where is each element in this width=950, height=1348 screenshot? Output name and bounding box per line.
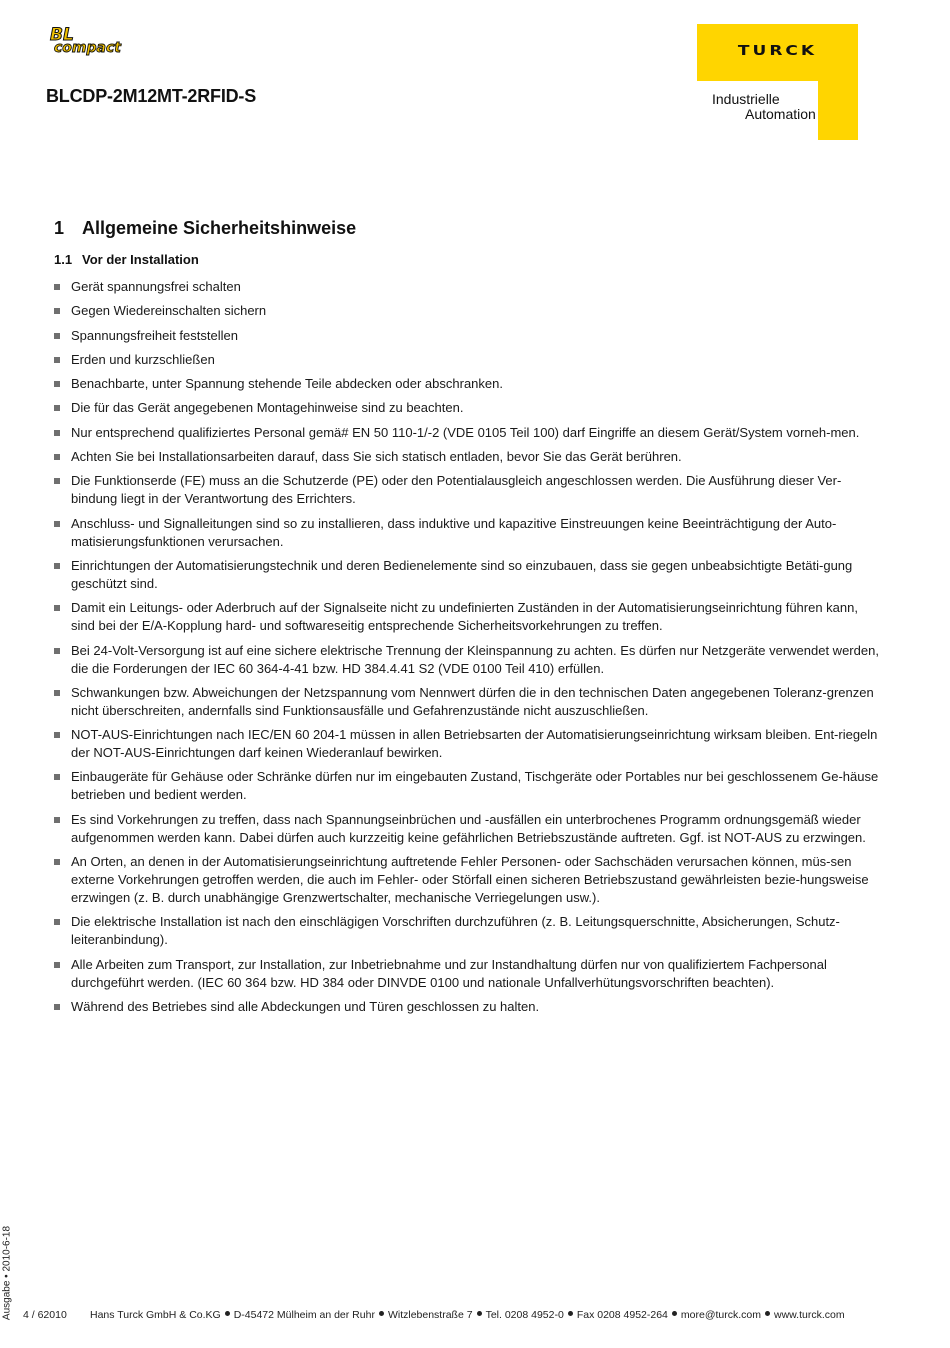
square-bullet-icon xyxy=(54,563,60,569)
bl-logo-line1: BL xyxy=(50,25,74,45)
separator-dot-icon xyxy=(379,1311,384,1316)
square-bullet-icon xyxy=(54,284,60,290)
list-item-text: An Orten, an denen in der Automatisierungseinrichtung auftretende Fehler Personen- oder Sachschäden verursachen können, müs-sen externe Vorkehrungen getroffen werden, die auch im Fehler- oder Störfall einen sicheren Betriebszustand gewährleisten bezie-hungsweise erzwingen (z. B. durch unabhängige Grenzwertschalter, mechanische Verriegelungen usw.). xyxy=(71,854,869,906)
subsection-number: 1.1 xyxy=(54,252,73,267)
page-number: 4 / 62010 xyxy=(23,1309,67,1321)
list-item xyxy=(54,399,884,417)
list-item xyxy=(54,351,884,369)
list-item xyxy=(54,375,884,393)
square-bullet-icon xyxy=(54,405,60,411)
separator-dot-icon xyxy=(477,1311,482,1316)
square-bullet-icon xyxy=(54,381,60,387)
bl-logo-line2: compact xyxy=(54,40,121,56)
list-item xyxy=(54,811,884,847)
list-item xyxy=(54,302,884,320)
list-item-text: Die elektrische Installation ist nach den einschlägigen Vorschriften durchzuführen (z. B. Leitungsquerschnitte, Absicherungen, Schutz-leiteranbindung). xyxy=(71,914,840,948)
list-item-text: Die für das Gerät angegebenen Montagehinweise sind zu beachten. xyxy=(71,400,464,416)
square-bullet-icon xyxy=(54,774,60,780)
list-item-text: Anschluss- und Signalleitungen sind so zu installieren, dass induktive und kapazitive Einstreuungen keine Beeinträchtigung der Auto-matisierungsfunktionen verursachen. xyxy=(71,515,837,549)
list-item-text: Achten Sie bei Installationsarbeiten darauf, dass Sie sich statisch entladen, bevor Sie das Gerät berühren. xyxy=(71,449,682,465)
list-item xyxy=(54,278,884,296)
section-heading xyxy=(54,218,356,239)
list-item xyxy=(54,768,884,804)
email-address: more@turck.com xyxy=(680,1309,761,1321)
list-item xyxy=(54,956,884,992)
footer-address xyxy=(90,1309,845,1321)
list-item-text: Benachbarte, unter Spannung stehende Teile abdecken oder abschranken. xyxy=(71,376,503,392)
square-bullet-icon xyxy=(54,648,60,654)
square-bullet-icon xyxy=(54,521,60,527)
list-item xyxy=(54,472,884,508)
square-bullet-icon xyxy=(54,962,60,968)
list-item-text: NOT-AUS-Einrichtungen nach IEC/EN 60 204-1 müssen in allen Betriebsarten der Automatisierungseinrichtung wirksam bleiben. Ent-riegeln der NOT-AUS-Einrichtungen darf keinen Wiederanlauf bewirken. xyxy=(71,727,878,761)
list-item-text: Nur entsprechend qualifiziertes Personal gemä# EN 50 110-1/-2 (VDE 0105 Teil 100) darf Eingriffe an diesem Gerät/System vorneh-men. xyxy=(71,424,860,440)
phone-number: Tel. 0208 4952-0 xyxy=(485,1309,564,1321)
square-bullet-icon xyxy=(54,817,60,823)
list-item xyxy=(54,327,884,345)
list-item-text: Während des Betriebes sind alle Abdeckungen und Türen geschlossen zu halten. xyxy=(71,998,540,1014)
section-number: 1 xyxy=(54,218,65,238)
safety-instructions-list xyxy=(54,278,884,1022)
square-bullet-icon xyxy=(54,1004,60,1010)
brand-tagline-line2: Automation xyxy=(745,106,816,122)
square-bullet-icon xyxy=(54,605,60,611)
edition-date-text: Ausgabe • 2010-6-18 xyxy=(1,1225,13,1321)
separator-dot-icon xyxy=(225,1311,230,1316)
square-bullet-icon xyxy=(54,478,60,484)
website-url: www.turck.com xyxy=(773,1309,845,1321)
separator-dot-icon xyxy=(568,1311,573,1316)
list-item-text: Erden und kurzschließen xyxy=(71,351,215,367)
list-item xyxy=(54,684,884,720)
list-item-text: Es sind Vorkehrungen zu treffen, dass nach Spannungseinbrüchen und -ausfällen ein unterbrochenes Programm ordnungsgemäß wieder aufgenommen werden kann. Dabei dürfen auch kurzzeitig keine gefährlichen Betriebszustände auftreten. Ggf. ist NOT-AUS zu erzwingen. xyxy=(71,811,866,845)
list-item xyxy=(54,853,884,907)
list-item-text: Die Funktionserde (FE) muss an die Schutzerde (PE) oder den Potentialausgleich angeschlossen werden. Die Ausführung dieser Ver-bindung liegt in der Verantwortung des Errichters. xyxy=(71,473,842,507)
list-item xyxy=(54,726,884,762)
bl-compact-logo xyxy=(46,24,171,58)
square-bullet-icon xyxy=(54,430,60,436)
square-bullet-icon xyxy=(54,859,60,865)
edition-date xyxy=(0,1222,14,1324)
square-bullet-icon xyxy=(54,919,60,925)
list-item xyxy=(54,642,884,678)
square-bullet-icon xyxy=(54,308,60,314)
separator-dot-icon xyxy=(765,1311,770,1316)
list-item-text: Einrichtungen der Automatisierungstechnik und deren Bedienelemente sind so einzubauen, dass sie gegen unbeabsichtigte Betäti-gung geschützt sind. xyxy=(71,557,853,591)
subsection-heading xyxy=(54,252,199,267)
section-title: Allgemeine Sicherheitshinweise xyxy=(82,218,357,238)
square-bullet-icon xyxy=(54,732,60,738)
square-bullet-icon xyxy=(54,454,60,460)
list-item xyxy=(54,515,884,551)
list-item xyxy=(54,557,884,593)
list-item-text: Schwankungen bzw. Abweichungen der Netzspannung vom Nennwert dürfen die in den technischen Daten angegebenen Toleranz-grenzen nicht überschreiten, andernfalls sind Funktionsausfälle und Gefahrenzustände nicht auszuschließen. xyxy=(71,684,874,718)
list-item xyxy=(54,998,884,1016)
fax-number: Fax 0208 4952-264 xyxy=(576,1309,668,1321)
postal-address: D-45472 Mülheim an der Ruhr xyxy=(233,1309,375,1321)
turck-logo xyxy=(697,24,859,140)
turck-wordmark: TURCK xyxy=(737,43,818,59)
list-item xyxy=(54,424,884,442)
company-name: Hans Turck GmbH & Co.KG xyxy=(90,1309,221,1321)
list-item-text: Alle Arbeiten zum Transport, zur Installation, zur Inbetriebnahme und zur Instandhaltung dürfen nur von qualifiziertem Fachpersonal durchgeführt werden. (IEC 60 364 bzw. HD 384 oder DINVDE 0100 und nationale Unfallverhütungsvorschriften beachten). xyxy=(71,956,827,990)
product-title: BLCDP-2M12MT-2RFID-S xyxy=(46,86,257,106)
list-item-text: Spannungsfreiheit feststellen xyxy=(71,327,238,343)
separator-dot-icon xyxy=(672,1311,677,1316)
subsection-title: Vor der Installation xyxy=(82,252,199,267)
list-item xyxy=(54,913,884,949)
list-item xyxy=(54,599,884,635)
list-item-text: Bei 24-Volt-Versorgung ist auf eine sichere elektrische Trennung der Kleinspannung zu achten. Es dürfen nur Netzgeräte verwendet werden, die die Forderungen der IEC 60 364-4-41 bzw. HD 384.4.41 S2 (VDE 0100 Teil 410) erfüllen. xyxy=(71,642,879,676)
list-item-text: Einbaugeräte für Gehäuse oder Schränke dürfen nur im eingebauten Zustand, Tischgeräte oder Portables nur bei geschlossenem Ge-häuse betrieben und bedient werden. xyxy=(71,769,879,803)
list-item-text: Gegen Wiedereinschalten sichern xyxy=(71,303,267,319)
square-bullet-icon xyxy=(54,357,60,363)
list-item-text: Gerät spannungsfrei schalten xyxy=(71,279,241,294)
square-bullet-icon xyxy=(54,333,60,339)
square-bullet-icon xyxy=(54,690,60,696)
list-item xyxy=(54,448,884,466)
brand-tagline-line1: Industrielle xyxy=(712,91,780,107)
list-item-text: Damit ein Leitungs- oder Aderbruch auf der Signalseite nicht zu undefinierten Zuständen in der Automatisierungseinrichtung führen kann, sind bei der E/A-Kopplung hard- und softwareseitig entsprechende Sicherheitsvorkehrungen zu treffen. xyxy=(71,600,858,634)
street-address: Witzlebenstraße 7 xyxy=(387,1309,473,1321)
